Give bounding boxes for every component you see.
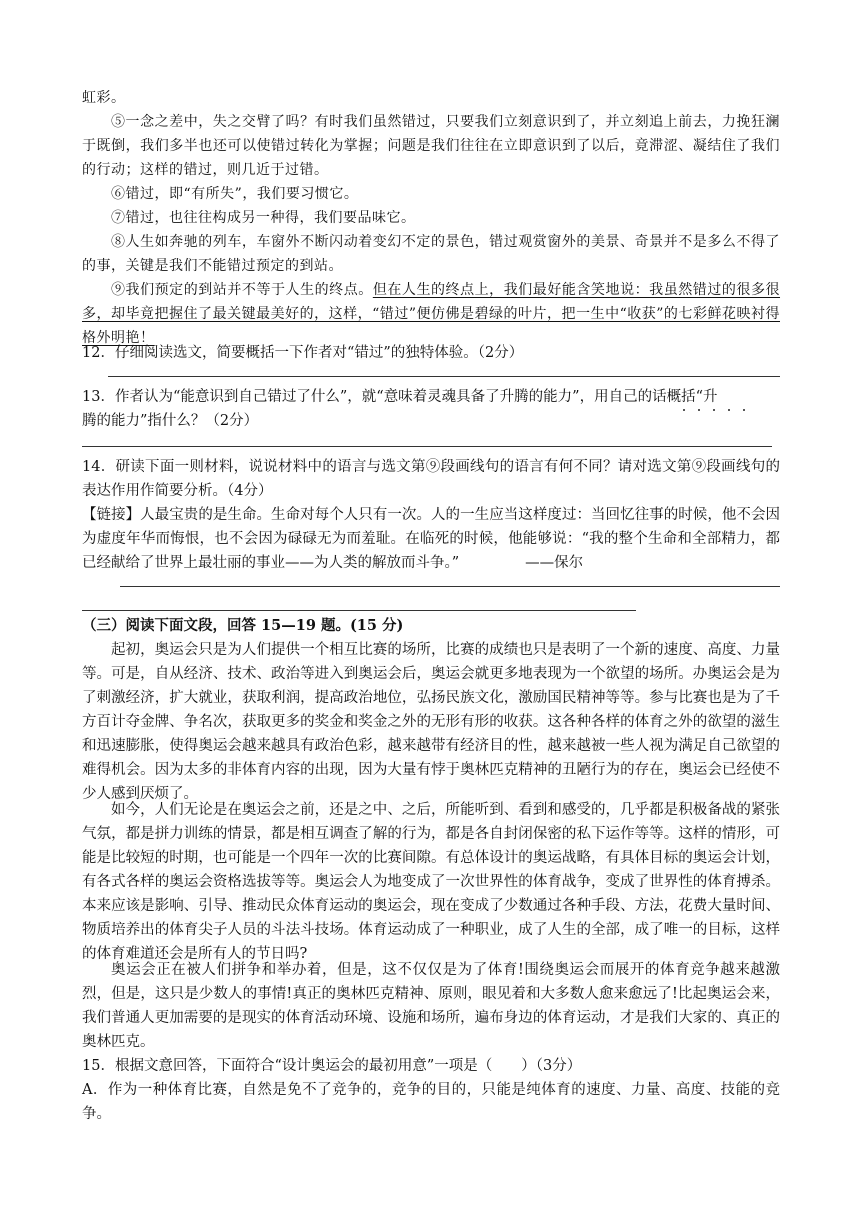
section-3-para-2: 如今，人们无论是在奥运会之前，还是之中、之后，所能听到、看到和感受的，几乎都是积极备战的紧张气氛，都是拼力训练的情景，都是相互调查了解的行为，都是各自封闭保密的私下运作等等。这样的情形，可能是比较短的时期，也可能是一个四年一次的比赛间隙。有总体设计的奥运战略，有具体目标的奥运会计划，有各式各样的奥运会资格选拔等等。奥运会人为地变成了一次世界性的体育战争，变成了世界性的体育搏杀。本来应该是影响、引导、推动民众体育运动的奥运会，现在变成了少数通过各种手段、方法，花费大量时间、物质培养出的体育尖子人员的斗法斗技场。体育运动成了一种职业，成了人生的全部，成了唯一的目标，这样的体育难道还会是所有人的节日吗? [82, 802, 780, 962]
answer-line-14a[interactable] [120, 586, 780, 587]
section-3-heading: （三）阅读下面文段，回答 15—19 题。(15 分) [82, 617, 404, 634]
section-3-para-3: 奥运会正在被人们拼争和举办着，但是，这不仅仅是为了体育!围绕奥运会而展开的体育竞争越来越激烈，但是，这只是少数人的事情!真正的奥林匹克精神、原则，眼见着和大多数人愈来愈远了!比起奥运会来，我们普通人更加需要的是现实的体育活动环境、设施和场所，遍布身边的体育运动，才是我们大家的、真正的奥林匹克。 [82, 962, 780, 1050]
section-3-para-1: 起初，奥运会只是为人们提供一个相互比赛的场所，比赛的成绩也只是表明了一个新的速度、高度、力量等。可是，自从经济、技术、政治等进入到奥运会后，奥运会就更多地表现为一个欲望的场所。办奥运会是为了刺激经济，扩大就业，获取利润，提高政治地位，弘扬民族文化，激励国民精神等等。参与比赛也是为了千方百计夺金牌、争名次，获取更多的奖金和奖金之外的无形有形的收获。这各种各样的体育之外的欲望的滋生和迅速膨胀，使得奥运会越来越具有政治色彩，越来越带有经济目的性，越来越被一些人视为满足自己欲望的难得机会。因为太多的非体育内容的出现，因为大量有悖于奥林匹克精神的丑陋行为的存在，奥运会已经使不少人感到厌烦了。 [82, 642, 780, 802]
question-12: 12．仔细阅读选文，简要概括一下作者对“错过”的独特体验。（2分） [82, 345, 524, 361]
passage-line-top: 虹彩。 [82, 90, 126, 106]
passage-para-5: ⑤一念之差中，失之交臂了吗？有时我们虽然错过，只要我们立刻意识到了，并立刻追上前去，力挽狂澜于既倒，我们多半也还可以使错过转化为掌握；问题是我们往往在立即意识到了以后，竟滞涩、凝结住了我们的行动；这样的错过，则几近于过错。 [82, 114, 780, 178]
link-text: 【链接】人最宝贵的是生命。生命对每个人只有一次。人的一生应当这样度过：当回忆往事的时候，他不会因为虚度年华而悔恨，也不会因为碌碌无为而羞耻。在临死的时候，他能够说：“我的整个生命和全部精力，都已经献给了世界上最壮丽的事业——为人类的解放而斗争。” [82, 507, 780, 571]
para9-plain: ⑨我们预定的到站并不等于人生的终点。 [111, 282, 373, 298]
passage-para-6: ⑥错过，即“有所失”，我们要习惯它。 [111, 186, 359, 202]
passage-para-7: ⑦错过，也往往构成另一种得，我们要品味它。 [111, 210, 416, 226]
question-13-line2: 腾的能力”指什么？（2分） [82, 413, 259, 429]
question-13-line1: 13．作者认为“能意识到自己错过了什么”，就“意味着灵魂具备了升腾的能力”，用自己的话概括“升 [82, 389, 718, 405]
link-author: ——保尔 [525, 555, 584, 571]
question-15: 15．根据文意回答，下面符合“设计奥运会的最初用意”一项是（ ）（3分） [82, 1058, 582, 1074]
passage-para-9 [82, 278, 780, 350]
answer-line-14b[interactable] [82, 610, 636, 611]
link-material [82, 503, 780, 575]
passage-para-8: ⑧人生如奔驰的列车，车窗外不断闪动着变幻不定的景色，错过观赏窗外的美景、奇景并不是多么不得了的事，关键是我们不能错过预定的到站。 [82, 234, 780, 274]
question-14: 14．研读下面一则材料，说说材料中的语言与选文第⑨段画线句的语言有何不同？请对选文第⑨段画线句的表达作用作简要分析。（4分） [82, 459, 780, 499]
para9-underlined-sentence: 但在人生的终点上，我们最好能含笑地说：我虽然错过的很多很多，却毕竟把握住了最关键最美好的，这样，“错过”便仿佛是碧绿的叶片，把一生中“收获”的七彩鲜花映衬得格外明艳！ [82, 282, 781, 346]
option-a: A．作为一种体育比赛，自然是免不了竞争的，竞争的目的，只能是纯体育的速度、力量、高度、技能的竞争。 [82, 1082, 780, 1122]
answer-line-13[interactable] [82, 446, 772, 447]
answer-line-12[interactable] [108, 376, 780, 377]
